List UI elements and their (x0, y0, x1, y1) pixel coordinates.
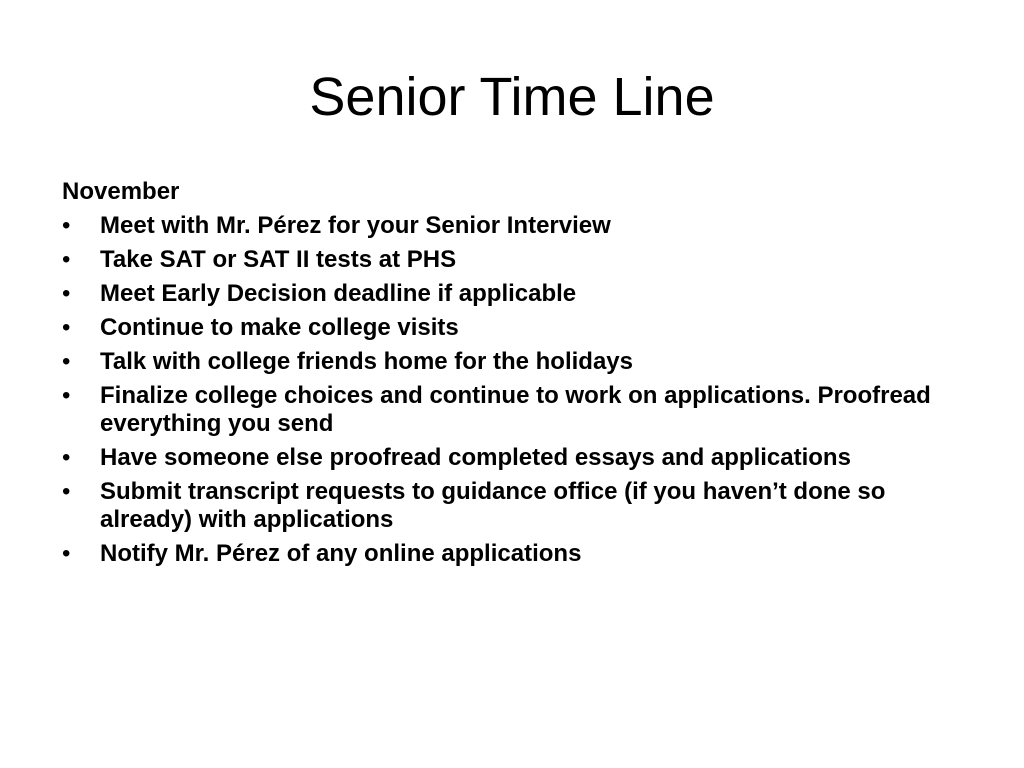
bullet-list (62, 212, 962, 568)
slide-body (62, 178, 962, 574)
slide-title: Senior Time Line (309, 67, 715, 127)
bullet-item (62, 382, 962, 438)
bullet-text: Have someone else proofread completed essays and applications (100, 444, 851, 471)
bullet-item (62, 540, 962, 568)
bullet-text: Submit transcript requests to guidance office (if you haven’t done so already) with applications (100, 478, 886, 533)
bullet-text: Finalize college choices and continue to work on applications. Proofread everything you send (100, 382, 931, 437)
bullet-item (62, 478, 962, 534)
bullet-text: Notify Mr. Pérez of any online applications (100, 540, 582, 567)
bullet-item (62, 444, 962, 472)
bullet-text: Take SAT or SAT II tests at PHS (100, 246, 457, 273)
bullet-icon: • (62, 314, 71, 341)
bullet-icon: • (62, 540, 71, 567)
bullet-text: Continue to make college visits (100, 314, 459, 341)
bullet-item (62, 314, 962, 342)
bullet-item (62, 212, 962, 240)
bullet-item (62, 348, 962, 376)
bullet-text: Meet Early Decision deadline if applicable (100, 280, 577, 307)
bullet-item (62, 246, 962, 274)
bullet-icon: • (62, 212, 71, 239)
bullet-icon: • (62, 382, 71, 409)
bullet-item (62, 280, 962, 308)
bullet-icon: • (62, 478, 71, 505)
bullet-icon: • (62, 348, 71, 375)
bullet-icon: • (62, 444, 71, 471)
bullet-icon: • (62, 280, 71, 307)
bullet-icon: • (62, 246, 71, 273)
section-heading-november: November (62, 178, 180, 205)
bullet-text: Talk with college friends home for the holidays (100, 348, 633, 375)
bullet-text: Meet with Mr. Pérez for your Senior Interview (100, 212, 611, 239)
